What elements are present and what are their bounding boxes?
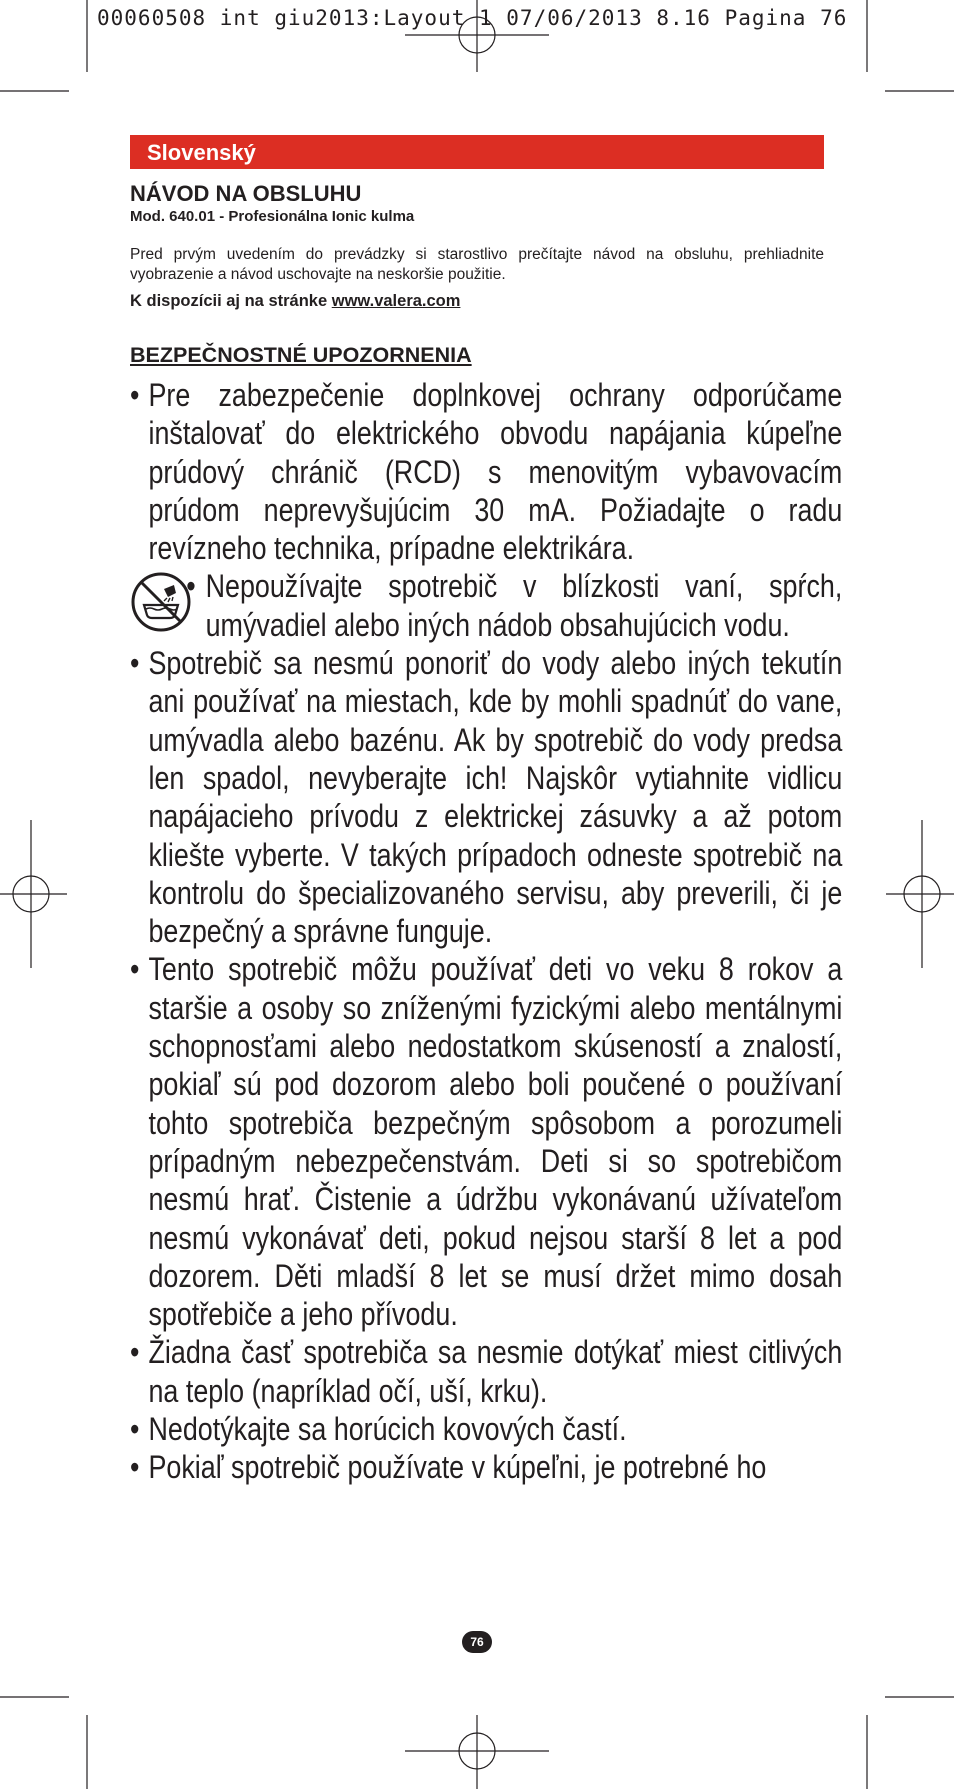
model-line: Mod. 640.01 - Profesionálna Ionic kulma [130,208,415,225]
manual-page [130,135,843,1487]
safety-warnings-list [130,376,843,1487]
no-bathtub-icon [130,571,192,633]
bullet: • [130,1334,140,1371]
list-item [130,567,842,644]
list-item [130,1448,842,1486]
list-item-text: Nepoužívajte spotrebič v blízkosti vaní, spŕch, umývadiel alebo iných nádob obsahujúcich vodu. [205,568,843,643]
list-item-text: Pre zabezpečenie doplnkovej ochrany odporúčame inštalovať do elektrického obvodu napájania kúpeľne prúdový chránič (RCD) s menovitým vybavovacím prúdom neprevyšujúcim 30 mA. Požiadajte o radu revízneho technika, prípadne elektrikára. [148,377,843,567]
website-link[interactable]: www.valera.com [331,292,461,310]
list-item-text: Žiadna časť spotrebiča sa nesmie dotýkať miest citlivých na teplo (napríklad očí, uší, krku). [148,1334,843,1409]
list-item [130,376,842,567]
bullet: • [130,645,140,682]
list-item-text: Pokiaľ spotrebič používate v kúpeľni, je potrebné ho [148,1449,767,1486]
bullet: • [130,951,140,988]
language-bar: Slovenský [130,135,824,169]
print-slug-line: 00060508 int giu2013:Layout 1 07/06/2013 8.16 Pagina 76 [97,6,848,30]
list-item-text: Spotrebič sa nesmú ponoriť do vody alebo iných tekutín ani používať na miestach, kde by mohli spadnúť do vane, umývadla alebo bazénu. Ak by spotrebič do vody predsa len spadol, nevyberajte ich! Najskôr vytiahnite vidlicu napájacieho prívodu z elektrickej zásuvky a až potom kliešte vyberte. V takých prípadoch odneste spotrebič na kontrolu do špecializovaného servisu, aby preverili, či je bezpečný a správne funguje. [148,645,843,950]
list-item [130,1333,842,1410]
bullet: • [130,1449,140,1486]
list-item-text: Nedotýkajte sa horúcich kovových častí. [148,1411,627,1448]
bullet: • [186,568,196,605]
page-number-badge: 76 [462,1631,492,1653]
list-item [130,950,842,1333]
list-item-text: Tento spotrebič môžu používať deti vo veku 8 rokov a staršie a osoby so zníženými fyzickými alebo mentálnymi schopnosťami alebo nedostatkom skúseností a znalostí, pokiaľ sú pod dozorom alebo boli poučené o používaní tohto spotrebiča bezpečným spôsobom a porozumeli prípadným nebezpečenstvám. Deti si so spotrebičom nesmú hrať. Čistenie a údržbu vykonávanú užívateľom nesmú vykonávať deti, pokud nejsou starší 8 let a pod dozorem. Děti mladší 8 let se musí držet mimo dosah spotřebiče a jeho přívodu. [148,951,843,1333]
website-line [130,290,824,312]
intro-paragraph: Pred prvým uvedením do prevádzky si starostlivo prečítajte návod na obsluhu, prehliadnite vyobrazenie a návod uschovajte na neskoršie použitie. [130,246,824,283]
bullet: • [130,377,140,413]
list-item [130,644,842,950]
list-item [130,1410,842,1448]
document-title: NÁVOD NA OBSLUHU [130,181,362,206]
section-title: BEZPEČNOSTNÉ UPOZORNENIA [130,343,472,367]
bullet: • [130,1411,140,1448]
website-prefix: K dispozícii aj na stránke [130,292,332,310]
